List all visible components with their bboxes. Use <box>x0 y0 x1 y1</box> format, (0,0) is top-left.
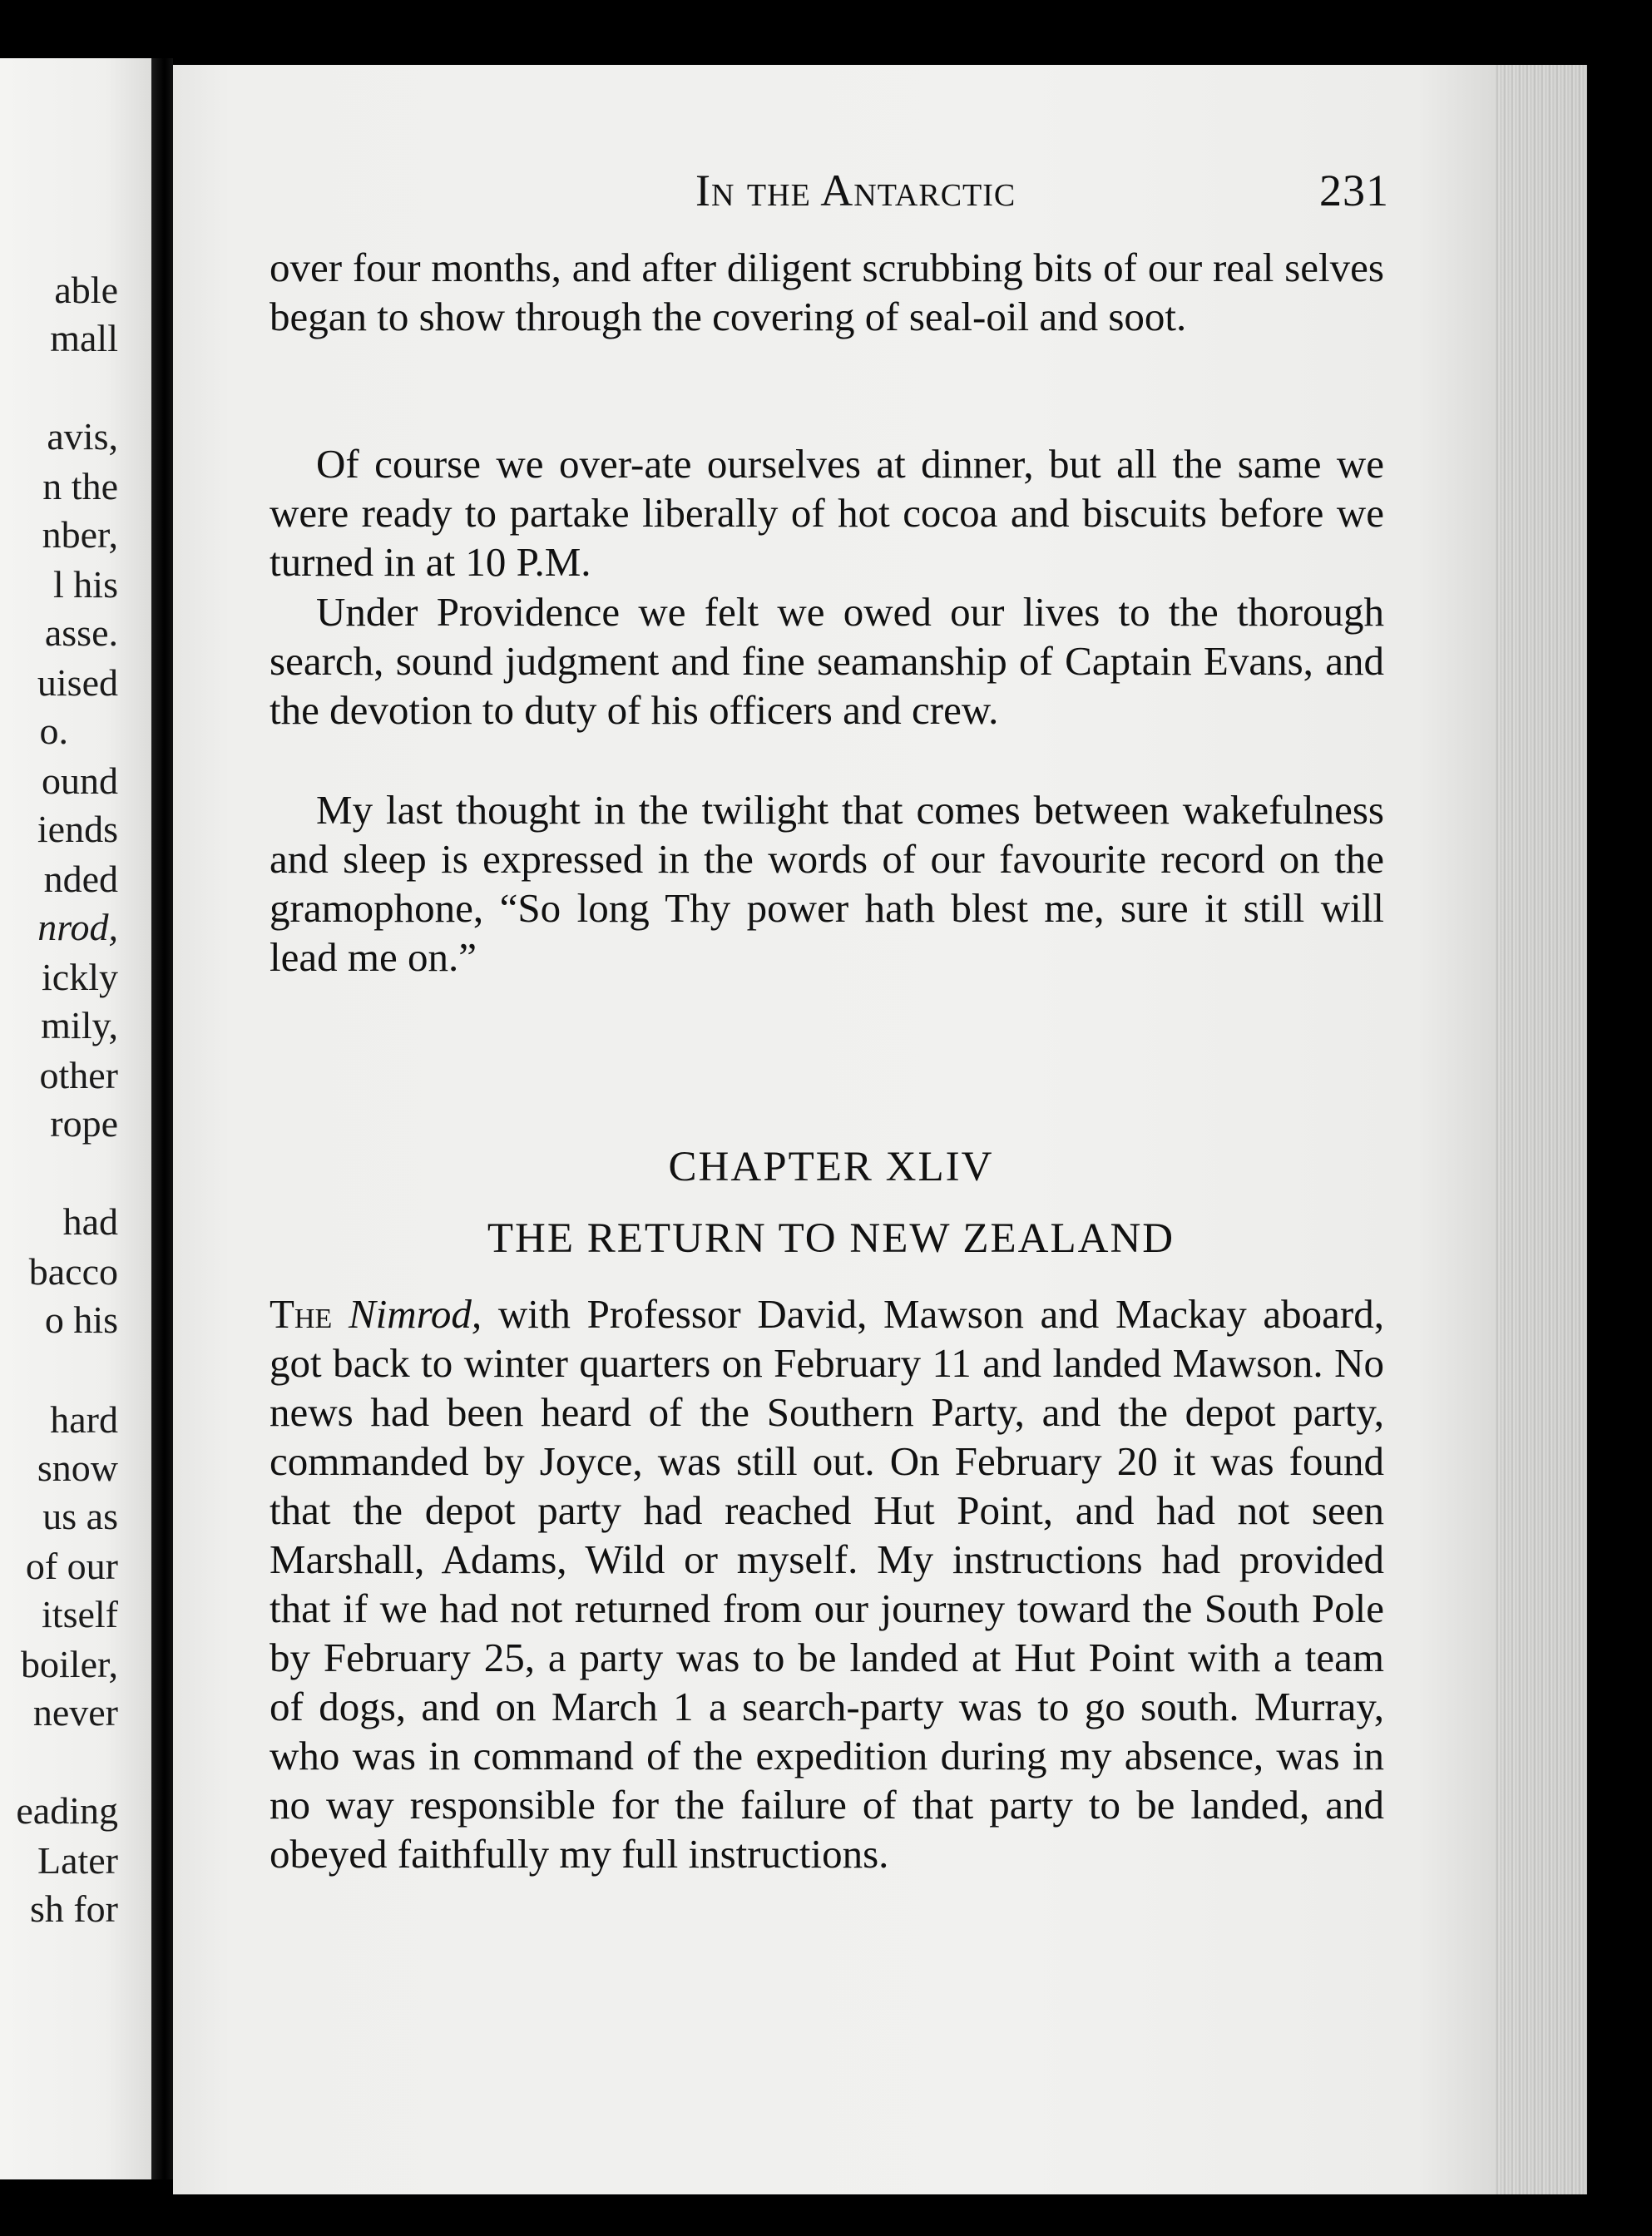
left-page-fragment: o. <box>39 710 68 752</box>
page-number: 231 <box>1319 166 1389 215</box>
left-page-fragment: ound <box>42 759 118 802</box>
left-page-fragment: of our <box>25 1545 118 1587</box>
left-page-fragment: had <box>62 1200 118 1243</box>
left-page-fragment: nber, <box>42 513 118 556</box>
left-page-fragment: mall <box>50 317 118 359</box>
chapter-opening-paragraph <box>270 1289 1384 1878</box>
left-page-fragment: avis, <box>47 415 118 458</box>
left-page-fragment: itself <box>42 1593 118 1635</box>
left-page-fragment: o his <box>44 1299 118 1341</box>
page-edge-shading <box>1496 65 1587 2194</box>
paragraph-continued: over four months, and after diligent scrubbing bits of our real selves began to show through the covering of seal-oil and soot. <box>270 245 1384 339</box>
left-page-fragment: uised <box>37 661 118 704</box>
chapter-body-text: with Professor David, Mawson and Mackay aboard, got back to winter quarters on February 11 and landed Mawson. No news had been heard of the Southern Party, and the depot party, commanded by Joyce, was still out. On February 20 it was found that the depot party had reached Hut Point, and had not seen Marshall, Adams, Wild or myself. My instructions had provided that if we had not returned from our journey toward the South Pole by February 25, a party was to be landed at Hut Point with a team of dogs, and on March 1 a search-party was to go south. Murray, who was in command of the expedition during my absence, was in no way responsible for the failure of that party to be landed, and obeyed faithfully my full instructions. <box>270 1291 1385 1877</box>
left-page-fragment: mily, <box>41 1004 118 1046</box>
chapter-title: THE RETURN TO NEW ZEALAND <box>487 1215 1175 1262</box>
left-page-fragment: rope <box>50 1102 118 1145</box>
running-header-title: In the Antarctic <box>695 166 1016 215</box>
left-page-fragment: ickly <box>42 956 118 998</box>
running-header <box>270 165 1389 223</box>
left-page-fragment: l his <box>53 563 118 606</box>
left-page-fragment: sh for <box>29 1887 118 1930</box>
chapter-lead-word: The <box>270 1291 333 1337</box>
left-page-fragment: boiler, <box>21 1643 118 1685</box>
left-page-fragment: us as <box>42 1495 118 1537</box>
left-page-fragment: bacco <box>28 1250 118 1293</box>
book-gutter <box>151 58 173 2179</box>
left-page-fragment: iends <box>37 808 118 850</box>
left-page-fragment: other <box>39 1054 118 1096</box>
left-page-edge <box>0 58 151 2179</box>
paragraph-last-thought: My last thought in the twilight that comes between wakefulness and sleep is expressed in the words of our favourite record on the gramophone, “So long Thy power hath blest me, sure it still will lead me on.” <box>270 787 1384 980</box>
left-page-fragment: nrod, <box>37 906 118 948</box>
book-page <box>173 65 1587 2194</box>
left-page-fragment: able <box>54 269 118 311</box>
left-page-fragment: n the <box>42 465 118 507</box>
left-page-fragment: Later <box>37 1839 118 1882</box>
chapter-number: CHAPTER XLIV <box>668 1144 994 1190</box>
paragraph-providence: Under Providence we felt we owed our lives to the thorough search, sound judgment and fine seamanship of Captain Evans, and the devotion to duty of his officers and crew. <box>270 589 1384 733</box>
left-page-fragment: never <box>32 1691 118 1734</box>
left-page-fragment: nded <box>43 858 118 900</box>
paragraph-dinner: Of course we over-ate ourselves at dinner, but all the same we were ready to partake liberally of hot cocoa and biscuits before we turned in at 10 P.M. <box>270 441 1384 585</box>
left-page-fragment: eading <box>16 1789 118 1832</box>
left-page-fragment: hard <box>50 1398 118 1441</box>
left-page-fragment: asse. <box>44 611 118 654</box>
ship-name: Nimrod, <box>348 1291 482 1337</box>
left-page-fragment: snow <box>37 1447 118 1489</box>
